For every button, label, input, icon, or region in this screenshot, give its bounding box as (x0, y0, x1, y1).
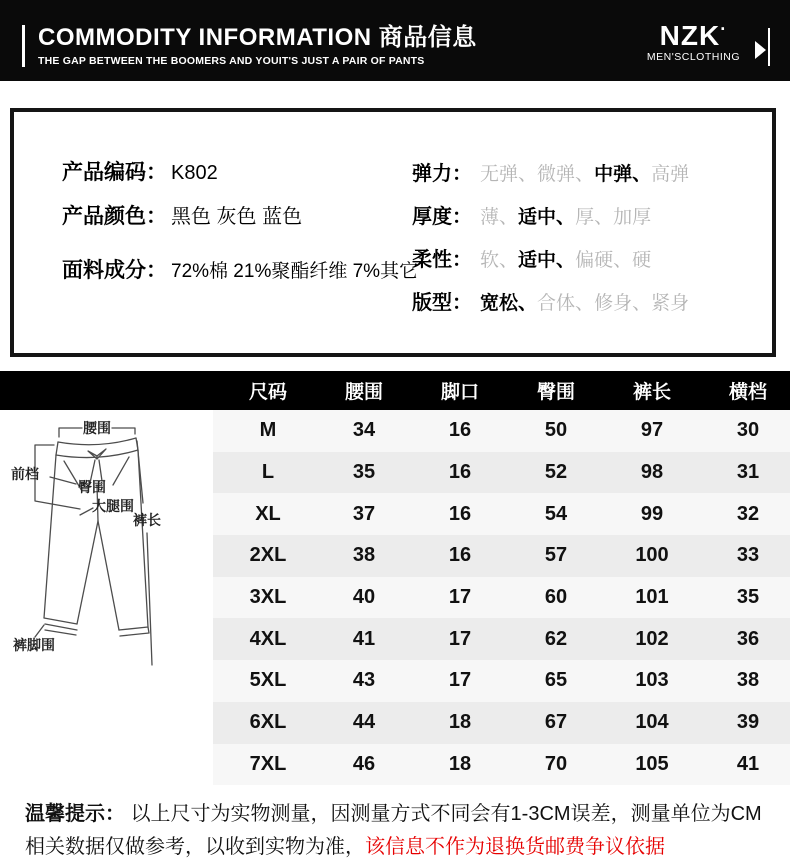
attr-option: 偏硬 、 (575, 245, 632, 272)
diagram-label-hem: 裤脚围 (13, 637, 55, 653)
cell-leg-opening: 18 (448, 711, 472, 734)
attr-option: 微弹 、 (537, 159, 594, 186)
attr-label: 厚度： (412, 206, 472, 228)
cell-waist: 44 (352, 711, 376, 734)
notice-line1-text: 以上尺寸为实物测量，因测量方式不同会有1-3CM误差，测量单位为CM (130, 803, 762, 825)
brand-name (647, 19, 740, 51)
cell-leg-opening: 16 (448, 419, 472, 442)
cell-crotch: 38 (736, 669, 760, 692)
field-value: K802 (171, 162, 218, 184)
table-row (0, 744, 790, 786)
cell-crotch: 41 (736, 752, 760, 775)
attr-option-active: 适中 、 (518, 202, 575, 229)
cell-hip: 54 (544, 502, 568, 525)
cell-hip: 62 (544, 627, 568, 650)
attr-option: 厚 、 (575, 202, 613, 229)
cell-length: 105 (635, 752, 669, 775)
title-accent-bar (22, 25, 25, 67)
cell-crotch: 30 (736, 419, 760, 442)
cell-length: 103 (635, 669, 669, 692)
attr-label: 柔性： (412, 249, 472, 271)
cell-size: 5XL (249, 669, 287, 692)
cell-length: 101 (635, 586, 669, 609)
field-value: 黑色 灰色 蓝色 (171, 206, 303, 228)
cell-crotch: 35 (736, 586, 760, 609)
cell-hip: 57 (544, 544, 568, 567)
cell-leg-opening: 17 (448, 586, 472, 609)
product-info-box (10, 108, 776, 357)
attr-row-elasticity (412, 157, 689, 186)
notice-label: 温馨提示： (25, 803, 125, 825)
header-title-block (22, 25, 477, 67)
notice-line-2 (25, 831, 775, 864)
column-header-size: 尺码 (248, 382, 287, 403)
cell-crotch: 33 (736, 544, 760, 567)
cell-size: 3XL (249, 586, 287, 609)
column-header-waist: 腰围 (344, 382, 383, 403)
attr-option-active: 适中 、 (518, 245, 575, 272)
cell-leg-opening: 16 (448, 544, 472, 567)
size-table-header (0, 371, 790, 410)
cell-waist: 46 (352, 752, 376, 775)
cell-length: 99 (640, 502, 664, 525)
brand-logo (646, 19, 740, 63)
field-product-code (62, 156, 218, 186)
page-title: COMMODITY INFORMATION 商品信息 (38, 24, 477, 51)
page-subtitle: THE GAP BETWEEN THE BOOMERS AND YOUIT'S JUST A PAIR OF PANTS (38, 55, 425, 67)
attr-label: 版型： (412, 292, 472, 314)
cell-size: 7XL (249, 752, 287, 775)
column-header-leg-opening: 脚口 (440, 382, 479, 403)
cell-length: 100 (635, 544, 669, 567)
triangle-right-icon (755, 41, 766, 59)
attr-option: 合体 、 (537, 288, 594, 315)
diagram-label-waist: 腰围 (83, 420, 111, 436)
attr-option-active: 中弹 、 (594, 159, 651, 186)
cell-size: XL (255, 502, 281, 525)
cell-hip: 67 (544, 711, 568, 734)
cell-hip: 52 (544, 461, 568, 484)
attr-option-active: 宽松 、 (480, 288, 537, 315)
cell-size: M (259, 419, 277, 442)
attr-row-fit (412, 286, 689, 315)
cell-leg-opening: 16 (448, 461, 472, 484)
pants-measurement-diagram (0, 415, 215, 707)
attr-option: 紧身 (651, 293, 690, 314)
cell-waist: 43 (352, 669, 376, 692)
brand-text: NZK (659, 20, 721, 51)
cell-waist: 41 (352, 627, 376, 650)
cell-length: 97 (640, 419, 664, 442)
diagram-label-thigh: 大腿围 (92, 498, 134, 514)
attr-option: 无弹 、 (480, 159, 537, 186)
cell-leg-opening: 18 (448, 752, 472, 775)
cell-crotch: 39 (736, 711, 760, 734)
field-product-color (62, 200, 302, 230)
cell-leg-opening: 17 (448, 669, 472, 692)
cell-waist: 37 (352, 502, 376, 525)
attr-option: 修身 、 (594, 288, 651, 315)
cell-waist: 38 (352, 544, 376, 567)
cell-size: 2XL (249, 544, 287, 567)
cell-waist: 40 (352, 586, 376, 609)
notice-line2-red: 该信息不作为退换货邮费争议依据 (365, 836, 665, 858)
cell-length: 104 (635, 711, 669, 734)
cell-hip: 65 (544, 669, 568, 692)
table-row (0, 702, 790, 744)
cell-hip: 60 (544, 586, 568, 609)
cell-waist: 34 (352, 419, 376, 442)
notice-line-1 (25, 798, 775, 831)
cell-length: 98 (640, 461, 664, 484)
brand-flag-icon (755, 28, 770, 66)
column-header-crotch: 横档 (728, 382, 767, 403)
field-fabric-composition (62, 254, 418, 284)
cell-crotch: 36 (736, 627, 760, 650)
column-header-hip: 臀围 (536, 382, 575, 403)
brand-subtitle: MEN'SCLOTHING (646, 51, 740, 63)
flag-pole-line (768, 28, 770, 66)
diagram-label-front-rise: 前档 (11, 466, 39, 482)
cell-size: 6XL (249, 711, 287, 734)
cell-leg-opening: 16 (448, 502, 472, 525)
attr-label: 弹力： (412, 163, 472, 185)
attr-row-thickness (412, 200, 651, 229)
field-label: 面料成分： (62, 259, 167, 282)
attr-option: 硬 (632, 250, 652, 271)
notice-line2-black: 相关数据仅做参考，以收到实物为准， (25, 836, 365, 858)
attr-option: 高弹 (651, 164, 690, 185)
cell-size: L (261, 461, 275, 484)
cell-crotch: 32 (736, 502, 760, 525)
field-label: 产品颜色： (62, 205, 167, 228)
header-banner (0, 0, 790, 81)
cell-size: 4XL (249, 627, 287, 650)
attr-row-softness (412, 243, 651, 272)
attr-option: 软 、 (480, 245, 518, 272)
cell-waist: 35 (352, 461, 376, 484)
brand-dot: · (720, 19, 728, 39)
notice-text (25, 798, 775, 864)
diagram-label-hip: 臀围 (78, 479, 106, 495)
attr-option: 加厚 (613, 207, 652, 228)
cell-leg-opening: 17 (448, 627, 472, 650)
field-label: 产品编码： (62, 161, 167, 184)
diagram-label-length: 裤长 (133, 512, 161, 528)
cell-hip: 70 (544, 752, 568, 775)
cell-crotch: 31 (736, 461, 760, 484)
column-header-length: 裤长 (632, 382, 671, 403)
attr-option: 薄 、 (480, 202, 518, 229)
cell-length: 102 (635, 627, 669, 650)
field-value: 72%棉 21%聚酯纤维 7%其它 (171, 261, 419, 282)
cell-hip: 50 (544, 419, 568, 442)
